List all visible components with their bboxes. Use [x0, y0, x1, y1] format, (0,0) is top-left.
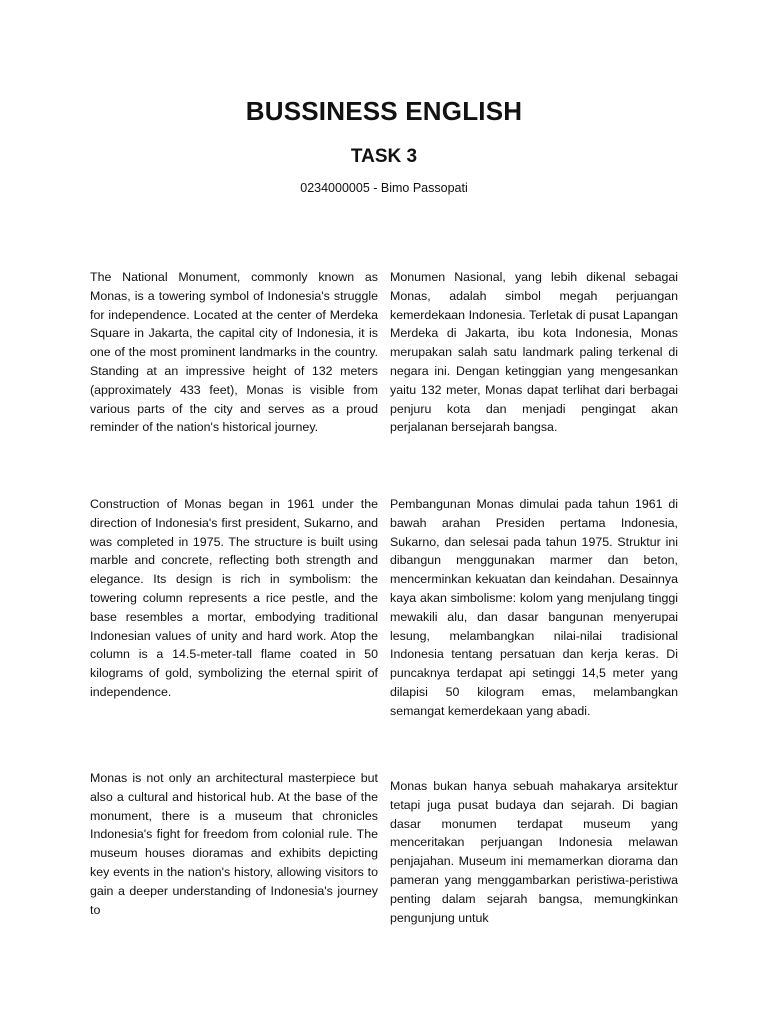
- author-line: 0234000005 - Bimo Passopati: [300, 181, 468, 195]
- paragraph-3-english: Monas is not only an architectural masterpiece but also a cultural and historical hub. At the base of the monument, there is a museum that chronicles Indonesia's fight for freedom from colonial rule. The museum houses dioramas and exhibits depicting key events in the nation's history, allowing visitors to gain a deeper understanding of Indonesia's journey to: [90, 771, 378, 917]
- paragraph-1-indonesian: Monumen Nasional, yang lebih dikenal sebagai Monas, adalah simbol megah perjuangan kemerdekaan Indonesia. Terletak di pusat Lapangan Merdeka di Jakarta, ibu kota Indonesia, Monas merupakan salah satu landmark paling terkenal di negara ini. Dengan ketinggian yang mengesankan yaitu 132 meter, Monas dapat terlihat dari berbagai penjuru kota dan menjadi pengingat akan perjalanan bersejarah bangsa.: [390, 270, 678, 435]
- paragraph-3-indonesian: Monas bukan hanya sebuah mahakarya arsitektur tetapi juga pusat budaya dan sejarah. Di bagian dasar monumen terdapat museum yang menceritakan perjuangan Indonesia melawan penjajahan. Museum ini memamerkan diorama dan pameran yang menggambarkan peristiwa-peristiwa penting dalam sejarah bangsa, memungkinkan pengunjung untuk: [390, 779, 678, 925]
- document-subtitle: TASK 3: [350, 146, 418, 167]
- paragraph-1-english: The National Monument, commonly known as Monas, is a towering symbol of Indonesia's struggle for independence. Located at the center of Merdeka Square in Jakarta, the capital city of Indonesia, it is one of the most prominent landmarks in the country. Standing at an impressive height of 132 meters (approximately 433 feet), Monas is visible from various parts of the city and serves as a proud reminder of the nation's historical journey.: [90, 270, 378, 435]
- paragraph-2-indonesian: Pembangunan Monas dimulai pada tahun 1961 di bawah arahan Presiden pertama Indonesia, Sukarno, dan selesai pada tahun 1975. Struktur ini dibangun menggunakan marmer dan beton, mencerminkan kekuatan dan keindahan. Desainnya kaya akan simbolisme: kolom yang menjulang tinggi mewakili alu, dan dasar bangunan menyerupai lesung, melambangkan nilai-nilai tradisional Indonesia tentang persatuan dan kerja keras. Di puncaknya terdapat api setinggi 14,5 meter yang dilapisi 50 kilogram emas, melambangkan semangat kemerdekaan yang abadi.: [390, 497, 678, 718]
- paragraph-2-english: Construction of Monas began in 1961 under the direction of Indonesia's first president, Sukarno, and was completed in 1975. The structure is built using marble and concrete, reflecting both strength and elegance. Its design is rich in symbolism: the towering column represents a rice pestle, and the base resembles a mortar, embodying traditional Indonesian values of unity and hard work. Atop the column is a 14.5-meter-tall flame coated in 50 kilograms of gold, symbolizing the eternal spirit of independence.: [90, 497, 378, 699]
- document-title: BUSSINESS ENGLISH: [245, 96, 523, 126]
